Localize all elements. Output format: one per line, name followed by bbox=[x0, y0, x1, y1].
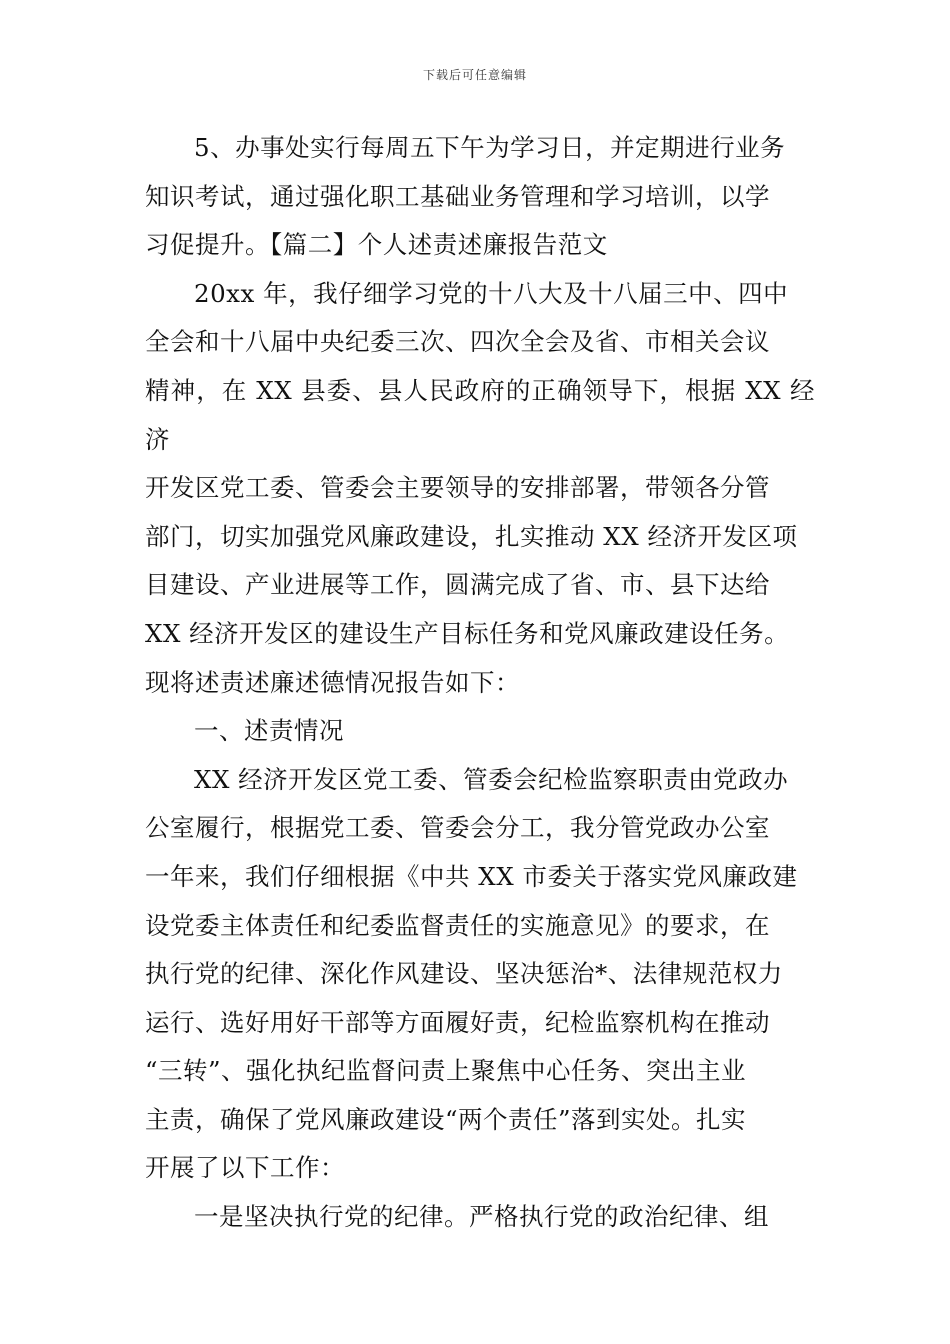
section-heading-duty: 一、述责情况 bbox=[194, 716, 344, 746]
paragraph-report-intro: 20xx 年，我仔细学习党的十八大及十八届三中、四中 全会和十八届中央纪委三次、四次全会及省、市相关会议 精神，在 XX 县委、县人民政府的正确领导下，根据 XX 经济 开发区党工委、管委会主要领导的安排部署，带领各分管 部门，切实加强党风廉政建设，扎实推动 XX 经济开发区项 目建设、产业进展等工作，圆满完成了省、市、县下达给 XX 经济开发区的建设生产目标任务和党风廉政建设任务。 现将述责述廉述德情况报告如下： bbox=[145, 278, 815, 697]
paragraph-item-5: 5、办事处实行每周五下午为学习日，并定期进行业务 知识考试，通过强化职工基础业务管理和学习培训，以学 习促提升。【篇二】个人述责述廉报告范文 bbox=[145, 133, 786, 260]
document-body bbox=[145, 124, 815, 1242]
paragraph-duty-details: XX 经济开发区党工委、管委会纪检监察职责由党政办 公室履行，根据党工委、管委会分工，我分管党政办公室 一年来，我们仔细根据《中共 XX 市委关于落实党风廉政建 设党委主体责任和纪委监督责任的实施意见》的要求，在 执行党的纪律、深化作风建设、坚决惩治*、法律规范权力 运行、选好用好干部等方面履好责，纪检监察机构在推动 “三转”、强化执纪监督问责上聚焦中心任务、突出主业 主责，确保了党风廉政建设“两个责任”落到实处。扎实 开展了以下工作： bbox=[145, 764, 798, 1183]
paragraph-discipline: 一是坚决执行党的纪律。严格执行党的政治纪律、组 bbox=[194, 1202, 769, 1232]
page-header-note: 下载后可任意编辑 bbox=[422, 68, 527, 82]
